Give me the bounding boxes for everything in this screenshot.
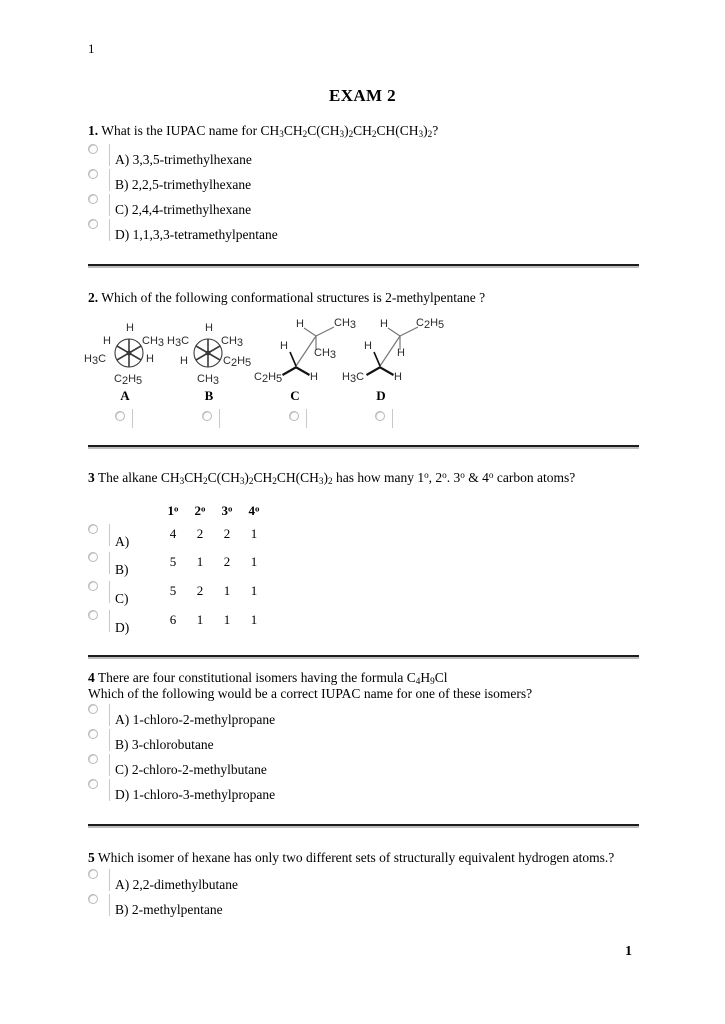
radio-button[interactable]	[88, 729, 98, 739]
structure-d-label-h3c: H3C	[342, 371, 365, 385]
option-label: A) 1-chloro-2-methylpropane	[115, 712, 276, 727]
structure-b-newman-projection	[166, 316, 261, 386]
q3-cell: 6	[169, 612, 177, 627]
structure-c-label-back-h: H	[296, 318, 304, 330]
question-2-body: Which of the following conformational structures is 2-methylpentane ?	[101, 290, 486, 305]
option-label: A) 2,2-dimethylbutane	[115, 877, 238, 892]
structure-d-label-back-h: H	[380, 318, 388, 330]
structure-a-label-right: H	[146, 353, 154, 365]
option-label: B) 2,2,5-trimethylhexane	[115, 177, 252, 192]
question-1-text	[88, 123, 438, 142]
option-separator	[219, 409, 220, 428]
structure-d-label-front-h: H	[364, 340, 372, 352]
option-separator	[109, 144, 110, 166]
option-letter: D)	[115, 620, 130, 635]
q3-cell: 1	[250, 526, 258, 541]
section-divider-2	[88, 445, 639, 447]
question-5-text	[88, 850, 614, 866]
structure-a-label-top: H	[126, 322, 134, 334]
option-separator	[109, 729, 110, 751]
structure-b-label-left: H	[180, 355, 188, 367]
q3-cell: 1	[250, 554, 258, 569]
option-separator	[109, 194, 110, 216]
option-letter: A)	[115, 534, 130, 549]
question-5-body: Which isomer of hexane has only two different sets of structurally equivalent hydrogen atoms.?	[94, 850, 615, 865]
structure-d-label-right-h: H	[394, 371, 402, 383]
option-separator	[109, 524, 110, 546]
structure-c-label-right-h: H	[310, 371, 318, 383]
radio-button[interactable]	[88, 704, 98, 714]
q3-cell: 1	[250, 612, 258, 627]
option-separator	[109, 552, 110, 574]
structure-b-label-upper-right: CH3	[221, 335, 244, 349]
structure-letter-d: D	[376, 388, 386, 403]
structure-b-label-bottom: CH3	[197, 373, 220, 386]
q3-column-header-3: 3$^o$	[221, 503, 233, 518]
radio-button[interactable]	[88, 219, 98, 229]
structure-d-label-c2h5: C2H5	[416, 317, 445, 331]
structure-letter-b: B	[204, 388, 214, 403]
q3-cell: 2	[196, 526, 204, 541]
section-divider-3	[88, 655, 639, 657]
radio-button[interactable]	[88, 524, 98, 534]
question-2-text	[88, 290, 485, 306]
option-label: D) 1,1,3,3-tetramethylpentane	[115, 227, 278, 242]
radio-button[interactable]	[88, 581, 98, 591]
q3-cell: 1	[196, 554, 204, 569]
question-3-text	[88, 467, 575, 489]
option-separator	[109, 894, 110, 916]
radio-button[interactable]	[375, 411, 385, 421]
option-label: B) 2-methylpentane	[115, 902, 223, 917]
radio-button[interactable]	[88, 552, 98, 562]
radio-button[interactable]	[88, 869, 98, 879]
option-separator	[109, 169, 110, 191]
q3-cell: 2	[223, 526, 231, 541]
option-separator	[109, 219, 110, 241]
section-divider-4	[88, 824, 639, 826]
option-separator	[109, 704, 110, 726]
q3-cell: 2	[196, 583, 204, 598]
radio-button[interactable]	[88, 144, 98, 154]
structure-a-label-upper-right: CH3	[142, 335, 165, 349]
radio-button[interactable]	[202, 411, 212, 421]
structure-d-sawhorse-projection	[342, 314, 452, 388]
option-separator	[109, 869, 110, 891]
radio-button[interactable]	[88, 894, 98, 904]
header-page-number: 1	[88, 41, 95, 56]
question-3-number: 3	[88, 469, 95, 485]
structure-a-label-upper-left: H	[103, 335, 111, 347]
question-4-text-line-2: Which of the following would be a correct IUPAC name for one of these isomers?	[88, 686, 533, 701]
q3-cell: 4	[169, 526, 177, 541]
q3-column-header-4: 4$^o$	[248, 503, 260, 518]
question-1-body: What is the IUPAC name for $CH_3CH_2C(CH_3)_2CH_2CH(CH_3)_2$?	[101, 123, 439, 140]
structure-a-label-left: H3C	[84, 353, 107, 367]
radio-button[interactable]	[289, 411, 299, 421]
option-label: C) 2,4,4-trimethylhexane	[115, 202, 252, 217]
question-3-body: The alkane $CH_3CH_2C(CH_3)_2CH_2CH(CH_3)_2$ has how many 1$^o$, 2$^o$. 3$^o$ & 4$^o$ carbon atoms?	[97, 469, 576, 486]
q3-column-header-2: 2$^o$	[194, 503, 206, 518]
option-letter: B)	[115, 562, 129, 577]
q3-cell: 1	[223, 583, 231, 598]
question-5-number: 5	[88, 850, 95, 865]
option-separator	[109, 754, 110, 776]
structure-b-label-upper-left: H3C	[167, 335, 190, 349]
option-separator	[109, 779, 110, 801]
question-4-text-line-1: 4 There are four constitutional isomers having the formula $C_4H_9Cl$	[88, 670, 448, 687]
radio-button[interactable]	[88, 169, 98, 179]
structure-c-label-ch3-up: CH3	[334, 317, 357, 331]
option-label: A) 3,3,5-trimethylhexane	[115, 152, 252, 167]
structure-b-label-top: H	[205, 322, 213, 334]
option-separator	[392, 409, 393, 428]
option-label: B) 3-chlorobutane	[115, 737, 214, 752]
footer-page-number: 1	[625, 944, 632, 959]
radio-button[interactable]	[88, 779, 98, 789]
option-letter: C)	[115, 591, 129, 606]
structure-c-label-c2h5: C2H5	[254, 371, 283, 385]
structure-a-newman-projection	[84, 316, 174, 386]
q3-cell: 2	[223, 554, 231, 569]
q3-column-header-1: 1$^o$	[167, 503, 179, 518]
structure-c-label-front-h: H	[280, 340, 288, 352]
option-separator	[109, 581, 110, 603]
question-1-number: 1.	[88, 123, 99, 138]
structure-c-label-ch3-down: CH3	[314, 347, 337, 361]
option-separator	[306, 409, 307, 428]
question-2-number: 2.	[88, 290, 99, 305]
option-separator	[132, 409, 133, 428]
option-separator	[109, 610, 110, 632]
radio-button[interactable]	[88, 610, 98, 620]
q3-cell: 1	[223, 612, 231, 627]
page-title: EXAM 2	[328, 86, 397, 105]
question-4-number: 4	[88, 670, 95, 685]
structure-letter-c: C	[290, 388, 300, 403]
structure-letter-a: A	[120, 388, 130, 403]
q3-cell: 5	[169, 554, 177, 569]
radio-button[interactable]	[88, 194, 98, 204]
option-label: C) 2-chloro-2-methylbutane	[115, 762, 267, 777]
radio-button[interactable]	[115, 411, 125, 421]
radio-button[interactable]	[88, 754, 98, 764]
option-label: D) 1-chloro-3-methylpropane	[115, 787, 276, 802]
section-divider-1	[88, 264, 639, 266]
structure-d-label-mid-h: H	[397, 347, 405, 359]
structure-b-label-right: C2H5	[223, 355, 252, 369]
q3-cell: 1	[196, 612, 204, 627]
q3-cell: 5	[169, 583, 177, 598]
q3-cell: 1	[250, 583, 258, 598]
structure-a-label-bottom: C2H5	[114, 373, 143, 386]
